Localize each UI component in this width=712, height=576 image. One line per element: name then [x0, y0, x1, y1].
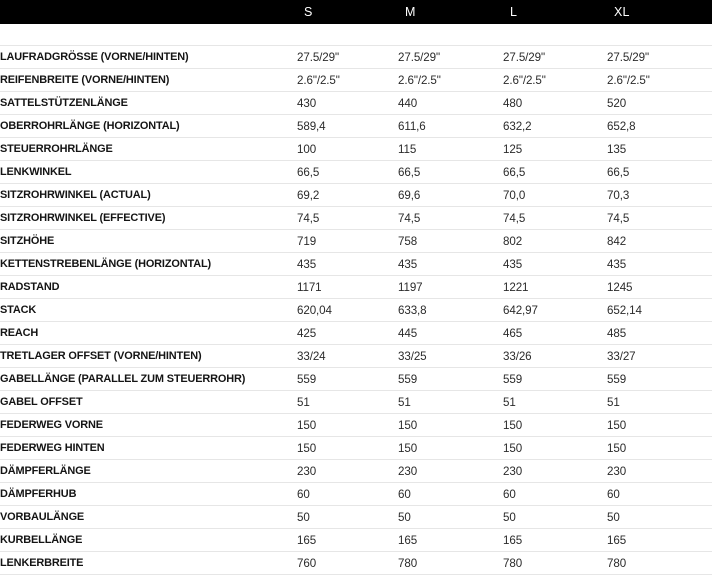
row-value-xl: 520 [607, 92, 712, 115]
row-value-xl: 652,8 [607, 115, 712, 138]
header-cell-size-l: L [503, 0, 607, 24]
row-value-s: 66,5 [297, 161, 398, 184]
row-value-s: 435 [297, 253, 398, 276]
row-label: GABELLÄNGE (PARALLEL ZUM STEUERROHR) [0, 368, 285, 391]
row-value-s: 27.5/29" [297, 46, 398, 69]
row-label: DÄMPFERHUB [0, 483, 285, 506]
table-row [0, 161, 712, 184]
row-value-m: 2.6"/2.5" [398, 69, 503, 92]
row-value-xl: 2.6"/2.5" [607, 69, 712, 92]
table-row [0, 345, 712, 368]
row-value-s: 69,2 [297, 184, 398, 207]
row-value-l: 74,5 [503, 207, 607, 230]
table-row [0, 115, 712, 138]
row-value-m: 440 [398, 92, 503, 115]
table-row [0, 184, 712, 207]
row-label: OBERROHRLÄNGE (HORIZONTAL) [0, 115, 285, 138]
row-value-m: 1197 [398, 276, 503, 299]
row-value-xl: 1245 [607, 276, 712, 299]
row-value-xl: 60 [607, 483, 712, 506]
row-value-xl: 485 [607, 322, 712, 345]
spacer-cell [503, 24, 607, 46]
table-row [0, 230, 712, 253]
row-value-s: 150 [297, 437, 398, 460]
row-value-l: 60 [503, 483, 607, 506]
row-label: RADSTAND [0, 276, 285, 299]
table-row [0, 69, 712, 92]
spacer-cell [0, 24, 297, 46]
row-value-m: 66,5 [398, 161, 503, 184]
row-value-s: 100 [297, 138, 398, 161]
table-header [0, 0, 712, 24]
row-value-xl: 50 [607, 506, 712, 529]
row-label: DÄMPFERLÄNGE [0, 460, 285, 483]
row-value-xl: 435 [607, 253, 712, 276]
row-value-l: 559 [503, 368, 607, 391]
table-row [0, 437, 712, 460]
row-value-l: 50 [503, 506, 607, 529]
row-value-xl: 66,5 [607, 161, 712, 184]
row-value-l: 435 [503, 253, 607, 276]
row-value-l: 165 [503, 529, 607, 552]
row-value-xl: 559 [607, 368, 712, 391]
row-value-s: 430 [297, 92, 398, 115]
row-label: STEUERROHRLÄNGE [0, 138, 285, 161]
row-value-s: 760 [297, 552, 398, 575]
row-value-s: 165 [297, 529, 398, 552]
row-value-s: 589,4 [297, 115, 398, 138]
row-value-l: 465 [503, 322, 607, 345]
table-row [0, 414, 712, 437]
row-label: REIFENBREITE (VORNE/HINTEN) [0, 69, 285, 92]
table-row [0, 92, 712, 115]
table-row [0, 368, 712, 391]
row-label: FEDERWEG HINTEN [0, 437, 285, 460]
row-value-m: 150 [398, 414, 503, 437]
row-value-l: 150 [503, 437, 607, 460]
row-value-m: 758 [398, 230, 503, 253]
row-value-s: 425 [297, 322, 398, 345]
row-value-m: 435 [398, 253, 503, 276]
row-value-xl: 74,5 [607, 207, 712, 230]
row-label: STACK [0, 299, 285, 322]
row-value-s: 51 [297, 391, 398, 414]
row-value-xl: 150 [607, 437, 712, 460]
header-cell-label [0, 0, 297, 24]
row-label: REACH [0, 322, 285, 345]
row-value-m: 74,5 [398, 207, 503, 230]
row-value-l: 33/26 [503, 345, 607, 368]
row-value-s: 50 [297, 506, 398, 529]
row-value-xl: 230 [607, 460, 712, 483]
header-spacer-row [0, 24, 712, 46]
row-value-s: 230 [297, 460, 398, 483]
table-row [0, 483, 712, 506]
row-value-xl: 165 [607, 529, 712, 552]
row-value-m: 445 [398, 322, 503, 345]
row-value-l: 27.5/29" [503, 46, 607, 69]
row-value-s: 1171 [297, 276, 398, 299]
row-value-m: 50 [398, 506, 503, 529]
table-row [0, 46, 712, 69]
header-cell-size-m: M [398, 0, 503, 24]
row-value-m: 780 [398, 552, 503, 575]
row-value-xl: 51 [607, 391, 712, 414]
row-value-l: 230 [503, 460, 607, 483]
row-value-s: 719 [297, 230, 398, 253]
table-row [0, 253, 712, 276]
row-label: LAUFRADGRÖSSE (VORNE/HINTEN) [0, 46, 285, 69]
table-row [0, 299, 712, 322]
row-value-s: 620,04 [297, 299, 398, 322]
row-label: SITZHÖHE [0, 230, 285, 253]
spacer-cell [607, 24, 712, 46]
header-cell-size-s: S [297, 0, 398, 24]
row-label: LENKWINKEL [0, 161, 285, 184]
table-row [0, 529, 712, 552]
row-value-m: 33/25 [398, 345, 503, 368]
row-value-s: 2.6"/2.5" [297, 69, 398, 92]
row-label: KURBELLÄNGE [0, 529, 285, 552]
row-value-l: 150 [503, 414, 607, 437]
row-label: LENKERBREITE [0, 552, 285, 575]
row-value-l: 642,97 [503, 299, 607, 322]
spacer-cell [398, 24, 503, 46]
row-value-s: 33/24 [297, 345, 398, 368]
table-row [0, 322, 712, 345]
row-value-l: 632,2 [503, 115, 607, 138]
row-value-s: 559 [297, 368, 398, 391]
row-value-l: 51 [503, 391, 607, 414]
spacer-cell [297, 24, 398, 46]
row-value-xl: 150 [607, 414, 712, 437]
row-value-m: 633,8 [398, 299, 503, 322]
row-value-m: 559 [398, 368, 503, 391]
row-label: TRETLAGER OFFSET (VORNE/HINTEN) [0, 345, 285, 368]
row-value-xl: 33/27 [607, 345, 712, 368]
table-row [0, 391, 712, 414]
row-value-xl: 652,14 [607, 299, 712, 322]
row-value-l: 480 [503, 92, 607, 115]
row-value-xl: 135 [607, 138, 712, 161]
table-header-row [0, 0, 712, 24]
table-row [0, 138, 712, 161]
row-value-m: 27.5/29" [398, 46, 503, 69]
row-value-m: 60 [398, 483, 503, 506]
row-value-m: 150 [398, 437, 503, 460]
row-label: KETTENSTREBENLÄNGE (HORIZONTAL) [0, 253, 285, 276]
row-value-l: 66,5 [503, 161, 607, 184]
row-value-m: 51 [398, 391, 503, 414]
table-row [0, 207, 712, 230]
header-cell-size-xl: XL [607, 0, 712, 24]
row-label: SITZROHRWINKEL (EFFECTIVE) [0, 207, 285, 230]
row-label: SITZROHRWINKEL (ACTUAL) [0, 184, 285, 207]
row-value-l: 125 [503, 138, 607, 161]
row-label: GABEL OFFSET [0, 391, 285, 414]
row-value-m: 69,6 [398, 184, 503, 207]
row-value-m: 165 [398, 529, 503, 552]
row-value-l: 802 [503, 230, 607, 253]
table-row [0, 460, 712, 483]
row-value-xl: 27.5/29" [607, 46, 712, 69]
row-value-l: 1221 [503, 276, 607, 299]
table-row [0, 506, 712, 529]
row-value-l: 2.6"/2.5" [503, 69, 607, 92]
row-value-xl: 780 [607, 552, 712, 575]
row-value-l: 70,0 [503, 184, 607, 207]
table-body [0, 24, 712, 575]
row-value-s: 60 [297, 483, 398, 506]
row-label: FEDERWEG VORNE [0, 414, 285, 437]
row-label: VORBAULÄNGE [0, 506, 285, 529]
row-value-xl: 842 [607, 230, 712, 253]
row-value-m: 611,6 [398, 115, 503, 138]
row-value-m: 230 [398, 460, 503, 483]
table-row [0, 552, 712, 575]
row-value-s: 150 [297, 414, 398, 437]
row-label: SATTELSTÜTZENLÄNGE [0, 92, 285, 115]
row-value-l: 780 [503, 552, 607, 575]
row-value-xl: 70,3 [607, 184, 712, 207]
table-row [0, 276, 712, 299]
row-value-m: 115 [398, 138, 503, 161]
row-value-s: 74,5 [297, 207, 398, 230]
